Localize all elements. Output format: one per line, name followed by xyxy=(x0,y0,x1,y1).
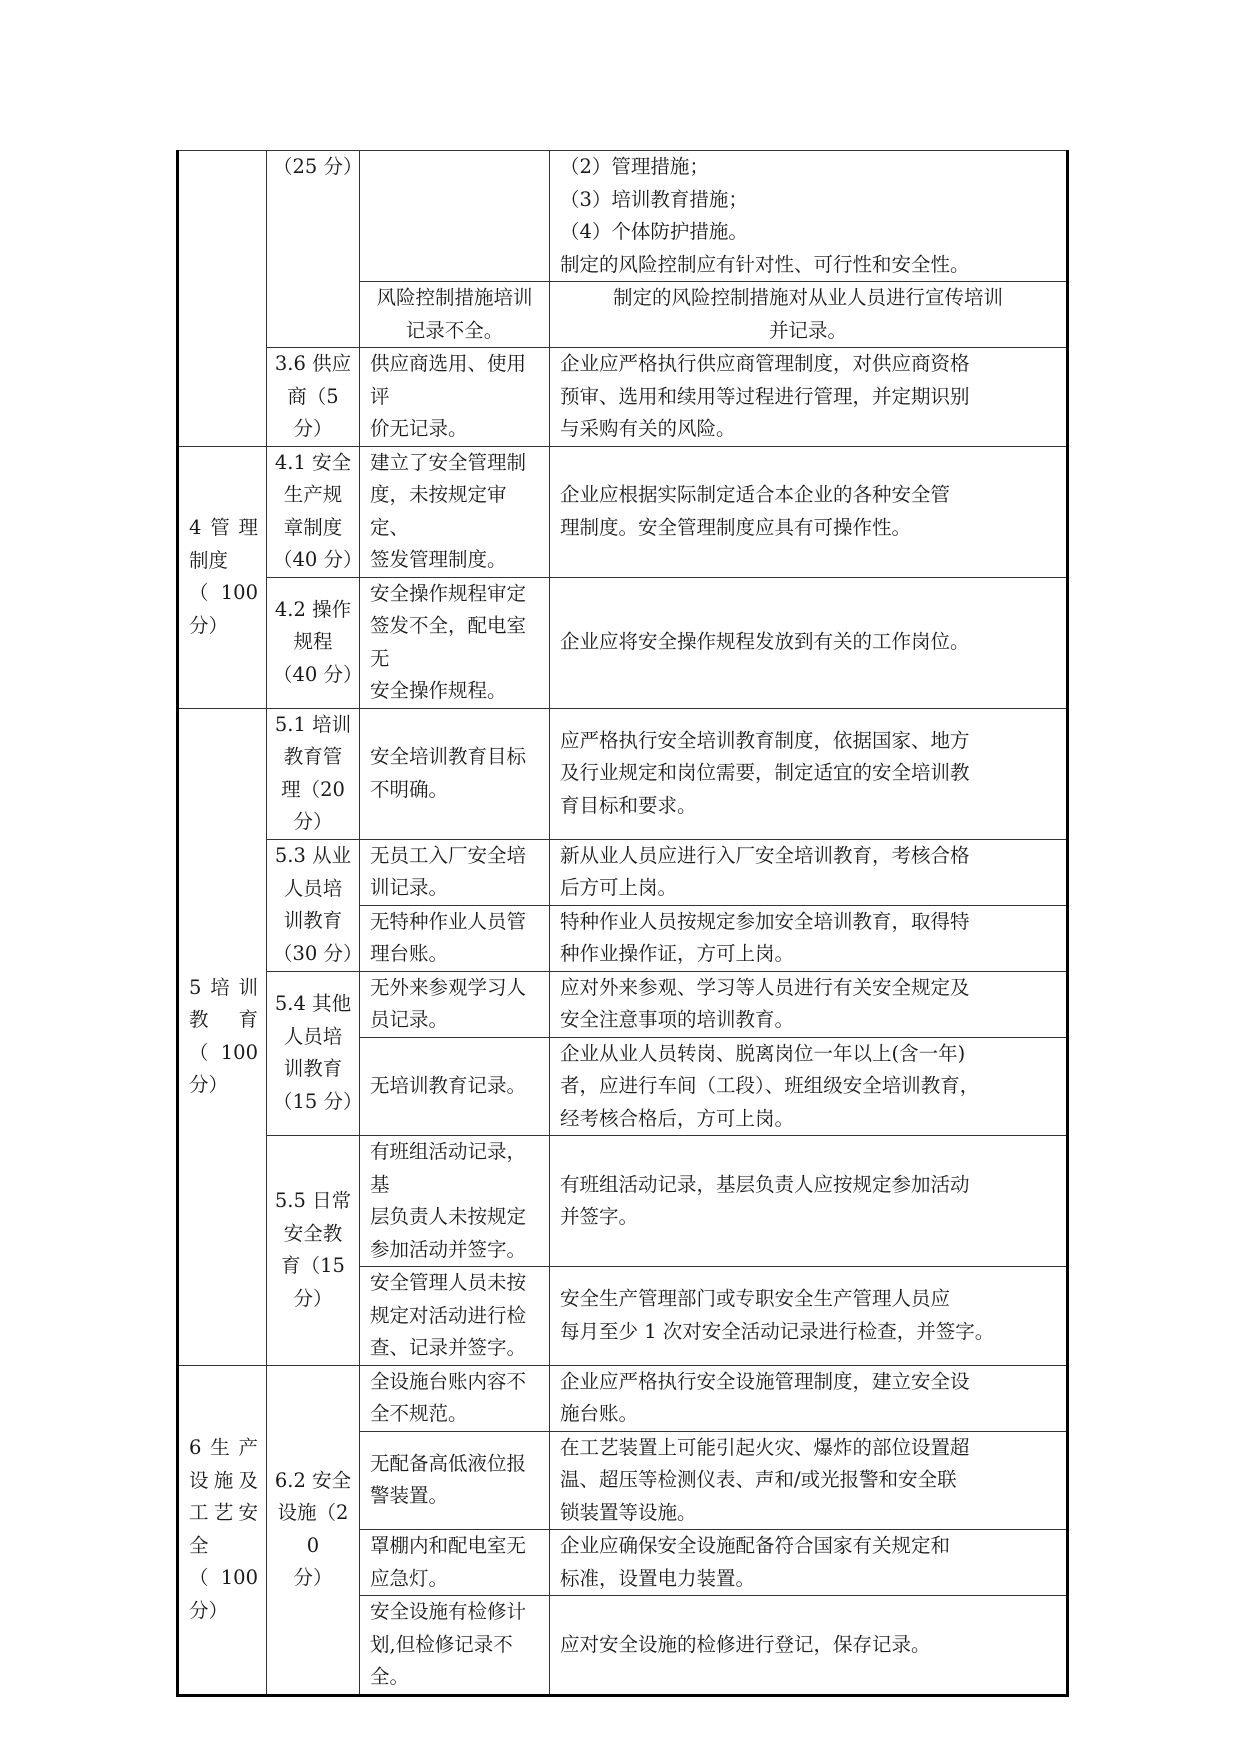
issue-cell: 无外来参观学习人 员记录。 xyxy=(360,971,550,1037)
requirement-cell: 企业应将安全操作规程发放到有关的工作岗位。 xyxy=(550,577,1068,708)
issue-cell: 无培训教育记录。 xyxy=(360,1037,550,1136)
assessment-table xyxy=(176,150,1069,1697)
item-cell: 5.4 其他 人员培 训教育 （15 分） xyxy=(267,971,360,1136)
issue-cell: 安全操作规程审定 签发不全，配电室无 安全操作规程。 xyxy=(360,577,550,708)
issue-cell: 安全管理人员未按 规定对活动进行检 查、记录并签字。 xyxy=(360,1267,550,1366)
category-cell-4: 4 管 理 制度 （ 100 分） xyxy=(178,446,267,708)
requirement-cell: 企业应严格执行安全设施管理制度，建立安全设 施台账。 xyxy=(550,1365,1068,1431)
category-cell-6: 6 生 产 设 施 及 工 艺 安 全 （ 100 分） xyxy=(178,1365,267,1695)
item-cell: 5.3 从业 人员培 训教育 （30 分） xyxy=(267,839,360,971)
issue-cell xyxy=(360,151,550,282)
issue-cell: 建立了安全管理制 度，未按规定审定、 签发管理制度。 xyxy=(360,446,550,577)
item-cell: 4.1 安全 生产规 章制度 （40 分） xyxy=(267,446,360,577)
item-cell: （25 分） xyxy=(267,151,360,348)
requirement-cell: 特种作业人员按规定参加安全培训教育，取得特 种作业操作证，方可上岗。 xyxy=(550,905,1068,971)
requirement-cell: 企业从业人员转岗、脱离岗位一年以上(含一年) 者，应进行车间（工段）、班组级安全培训教育， 经考核合格后，方可上岗。 xyxy=(550,1037,1068,1136)
issue-cell: 安全培训教育目标 不明确。 xyxy=(360,708,550,839)
issue-cell: 无配备高低液位报 警装置。 xyxy=(360,1431,550,1530)
issue-cell: 安全设施有检修计 划,但检修记录不全。 xyxy=(360,1596,550,1696)
requirement-cell: 企业应确保安全设施配备符合国家有关规定和 标准，设置电力装置。 xyxy=(550,1530,1068,1596)
item-cell: 5.1 培训 教育管 理（20 分） xyxy=(267,708,360,839)
category-cell-3 xyxy=(178,151,267,447)
requirement-cell: 应对外来参观、学习等人员进行有关安全规定及 安全注意事项的培训教育。 xyxy=(550,971,1068,1037)
requirement-cell: 有班组活动记录，基层负责人应按规定参加活动 并签字。 xyxy=(550,1136,1068,1267)
issue-cell: 风险控制措施培训 记录不全。 xyxy=(360,282,550,348)
requirement-cell: 安全生产管理部门或专职安全生产管理人员应 每月至少 1 次对安全活动记录进行检查，并签字。 xyxy=(550,1267,1068,1366)
item-cell: 3.6 供应 商（5 分） xyxy=(267,348,360,447)
requirement-cell: 应严格执行安全培训教育制度，依据国家、地方 及行业规定和岗位需要，制定适宜的安全培训教 育目标和要求。 xyxy=(550,708,1068,839)
item-cell: 4.2 操作 规程 （40 分） xyxy=(267,577,360,708)
requirement-cell: 新从业人员应进行入厂安全培训教育，考核合格 后方可上岗。 xyxy=(550,839,1068,905)
requirement-cell: 制定的风险控制措施对从业人员进行宣传培训 并记录。 xyxy=(550,282,1068,348)
requirement-cell: 企业应根据实际制定适合本企业的各种安全管 理制度。安全管理制度应具有可操作性。 xyxy=(550,446,1068,577)
issue-cell: 供应商选用、使用评 价无记录。 xyxy=(360,348,550,447)
requirement-cell: 应对安全设施的检修进行登记，保存记录。 xyxy=(550,1596,1068,1696)
item-cell: 6.2 安全 设施（20 分） xyxy=(267,1365,360,1695)
issue-cell: 无员工入厂安全培 训记录。 xyxy=(360,839,550,905)
category-cell-5: 5 培 训 教 育 （ 100 分） xyxy=(178,708,267,1365)
requirement-cell: 在工艺装置上可能引起火灾、爆炸的部位设置超 温、超压等检测仪表、声和/或光报警和安全联 锁装置等设施。 xyxy=(550,1431,1068,1530)
issue-cell: 全设施台账内容不 全不规范。 xyxy=(360,1365,550,1431)
issue-cell: 有班组活动记录，基 层负责人未按规定 参加活动并签字。 xyxy=(360,1136,550,1267)
requirement-cell: 企业应严格执行供应商管理制度，对供应商资格 预审、选用和续用等过程进行管理，并定期识别 与采购有关的风险。 xyxy=(550,348,1068,447)
issue-cell: 罩棚内和配电室无 应急灯。 xyxy=(360,1530,550,1596)
issue-cell: 无特种作业人员管 理台账。 xyxy=(360,905,550,971)
item-cell: 5.5 日常 安全教 育（15 分） xyxy=(267,1136,360,1366)
requirement-cell: （2）管理措施； （3）培训教育措施； （4）个体防护措施。 制定的风险控制应有针对性、可行性和安全性。 xyxy=(550,151,1068,282)
